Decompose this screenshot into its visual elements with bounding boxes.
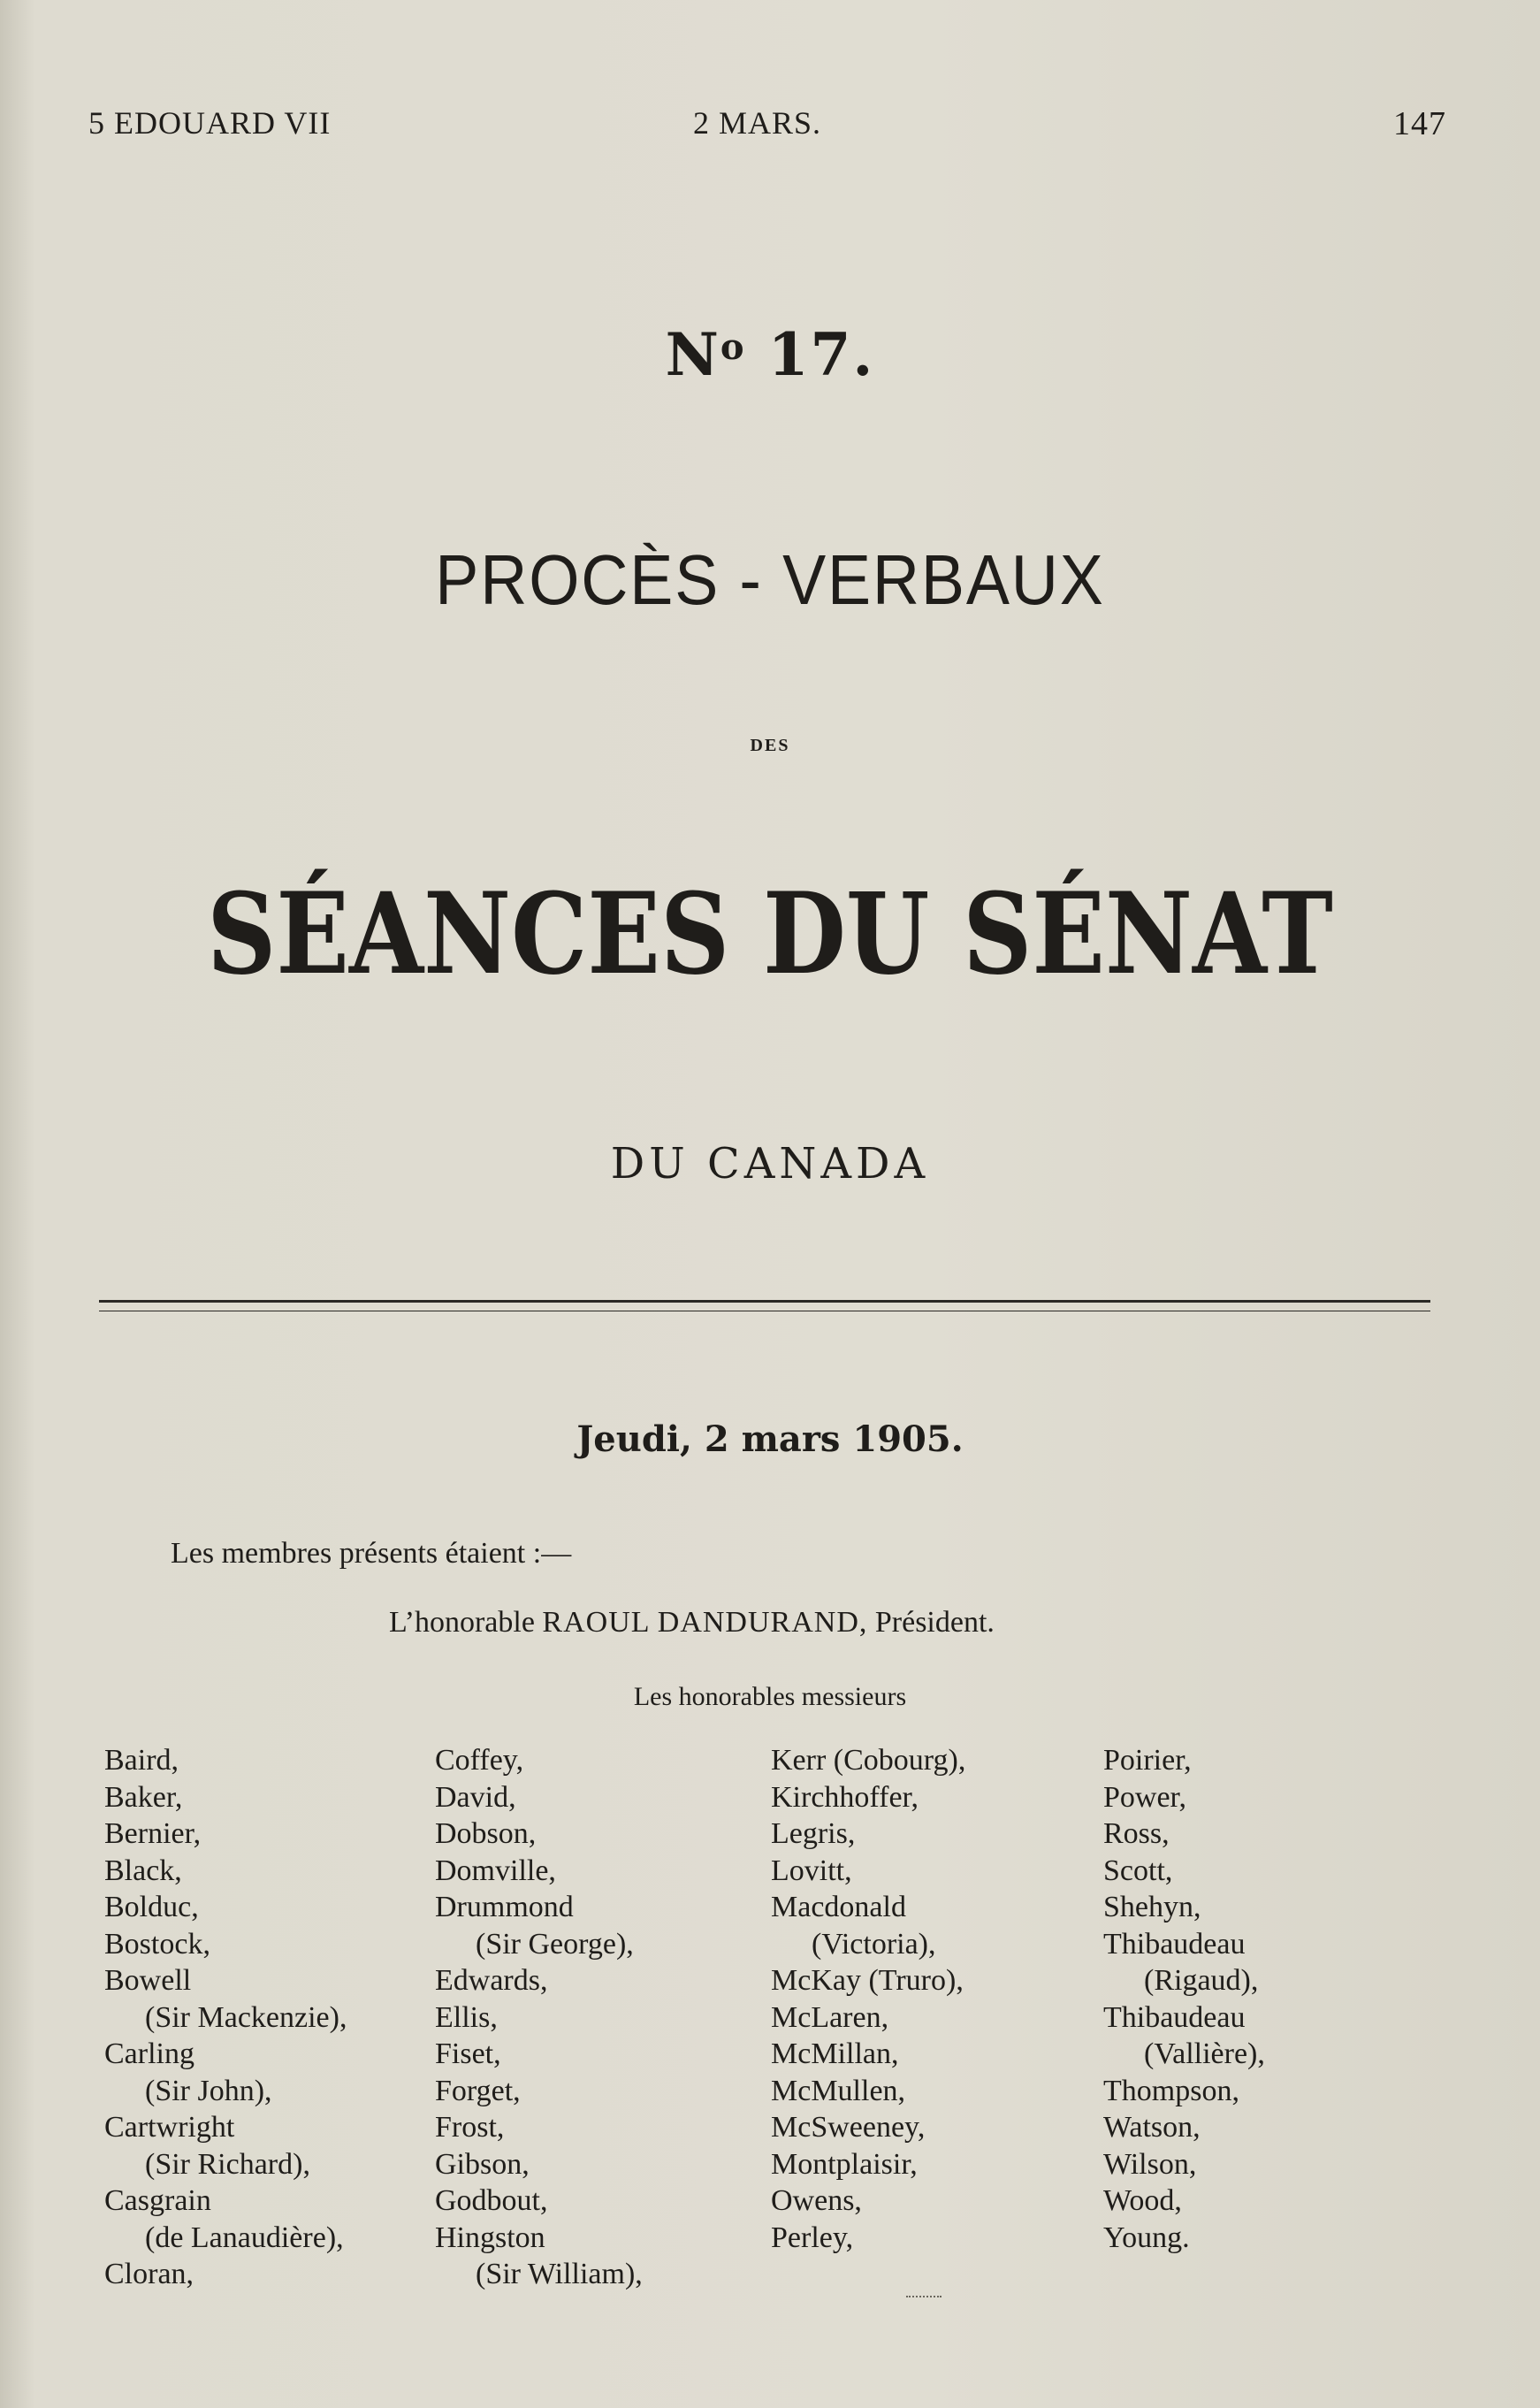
members-list	[99, 1742, 1460, 2308]
member-entry: McMullen,	[771, 2074, 906, 2107]
member-entry: Kerr (Cobourg),	[771, 1744, 966, 1777]
title-proces-verbaux: PROCÈS - VERBAUX	[435, 540, 1105, 619]
title-des: DES	[750, 736, 790, 755]
member-entry: Montplaisir,	[771, 2147, 918, 2181]
member-entry: Poirier,	[1103, 1744, 1192, 1777]
page-header	[88, 104, 1452, 149]
journal-number	[0, 320, 1540, 389]
member-entry: McSweeney,	[771, 2111, 926, 2144]
member-entry: Frost,	[435, 2111, 505, 2144]
member-entry: (Sir Richard),	[145, 2147, 310, 2181]
member-entry: Ellis,	[435, 2000, 498, 2034]
member-entry: (Rigaud),	[1144, 1964, 1259, 1997]
member-entry: Forget,	[435, 2074, 521, 2107]
member-entry: Thompson,	[1103, 2074, 1239, 2107]
member-entry: Black,	[104, 1854, 182, 1887]
title-du-canada: DU CANADA	[610, 1139, 930, 1189]
member-entry: (Sir Mackenzie),	[145, 2000, 347, 2034]
member-entry: Kirchhoffer,	[771, 1780, 919, 1814]
member-entry: Shehyn,	[1103, 1891, 1201, 1923]
member-entry: Macdonald	[771, 1891, 906, 1923]
member-entry: (de Lanaudière),	[145, 2221, 344, 2254]
member-entry: Dobson,	[435, 1817, 537, 1850]
member-entry: Cloran,	[104, 2258, 194, 2290]
member-entry: Casgrain	[104, 2184, 211, 2217]
member-entry: Bowell	[104, 1964, 192, 1997]
member-entry: Drummond	[435, 1891, 574, 1923]
member-entry: Young.	[1103, 2221, 1190, 2254]
member-entry: Godbout,	[435, 2184, 548, 2217]
member-entry: Carling	[104, 2037, 194, 2070]
member-entry: (Sir John),	[145, 2074, 272, 2107]
members-column-4	[1103, 1742, 1265, 2256]
members-column-1	[104, 1742, 347, 2293]
member-entry: Coffey,	[435, 1744, 524, 1777]
member-entry: Bolduc,	[104, 1891, 199, 1923]
member-entry: Scott,	[1103, 1854, 1173, 1887]
member-entry: (Vallière),	[1144, 2037, 1265, 2070]
member-entry: Wilson,	[1103, 2147, 1197, 2181]
title-seances-du-senat: SÉANCES DU SÉNAT	[207, 868, 1333, 999]
sitting-date: Jeudi, 2 mars 1905.	[576, 1418, 964, 1460]
member-entry: Owens,	[771, 2184, 862, 2217]
member-entry: (Sir William),	[476, 2258, 643, 2290]
member-entry: Power,	[1103, 1780, 1187, 1814]
members-column-2	[435, 1742, 643, 2293]
member-entry: Thibaudeau	[1103, 1927, 1246, 1961]
member-entry: Baker,	[104, 1780, 183, 1814]
member-entry: Watson,	[1103, 2111, 1201, 2144]
member-entry: Wood,	[1103, 2184, 1182, 2217]
member-entry: Bostock,	[104, 1927, 210, 1961]
member-entry: (Victoria),	[812, 1927, 936, 1961]
member-entry: Edwards,	[435, 1964, 548, 1997]
member-entry: (Sir George),	[476, 1927, 634, 1961]
member-entry: Fiset,	[435, 2037, 501, 2070]
number-sup: o	[720, 326, 746, 368]
president-title: Président.	[874, 1606, 995, 1639]
member-entry: Bernier,	[104, 1817, 202, 1850]
members-column-3	[771, 1742, 965, 2256]
president-line	[389, 1606, 995, 1640]
president-name: RAOUL DANDURAND,	[542, 1606, 868, 1639]
divider-thick	[99, 1300, 1430, 1303]
footer-ornament	[906, 2290, 942, 2297]
member-entry: Domville,	[435, 1854, 556, 1887]
member-entry: Gibson,	[435, 2147, 530, 2181]
member-entry: Thibaudeau	[1103, 2000, 1246, 2034]
page-number: 147	[1393, 105, 1446, 142]
members-heading: Les honorables messieurs	[633, 1682, 907, 1711]
header-date: 2 MARS.	[693, 105, 822, 141]
president-prefix: L’honorable	[389, 1606, 535, 1639]
member-entry: Legris,	[771, 1817, 856, 1850]
member-entry: Hingston	[435, 2221, 545, 2254]
member-entry: Baird,	[104, 1744, 179, 1777]
member-entry: McKay (Truro),	[771, 1964, 964, 1997]
member-entry: David,	[435, 1780, 516, 1814]
member-entry: McLaren,	[771, 2000, 889, 2034]
number-value: 17.	[767, 320, 875, 389]
header-session: 5 EDOUARD VII	[88, 105, 332, 141]
present-intro: Les membres présents étaient :—	[171, 1537, 572, 1570]
number-prefix: N	[665, 320, 720, 389]
member-entry: Lovitt,	[771, 1854, 852, 1887]
member-entry: Cartwright	[104, 2111, 235, 2144]
member-entry: Ross,	[1103, 1817, 1170, 1850]
member-entry: Perley,	[771, 2221, 854, 2254]
member-entry: McMillan,	[771, 2037, 899, 2070]
